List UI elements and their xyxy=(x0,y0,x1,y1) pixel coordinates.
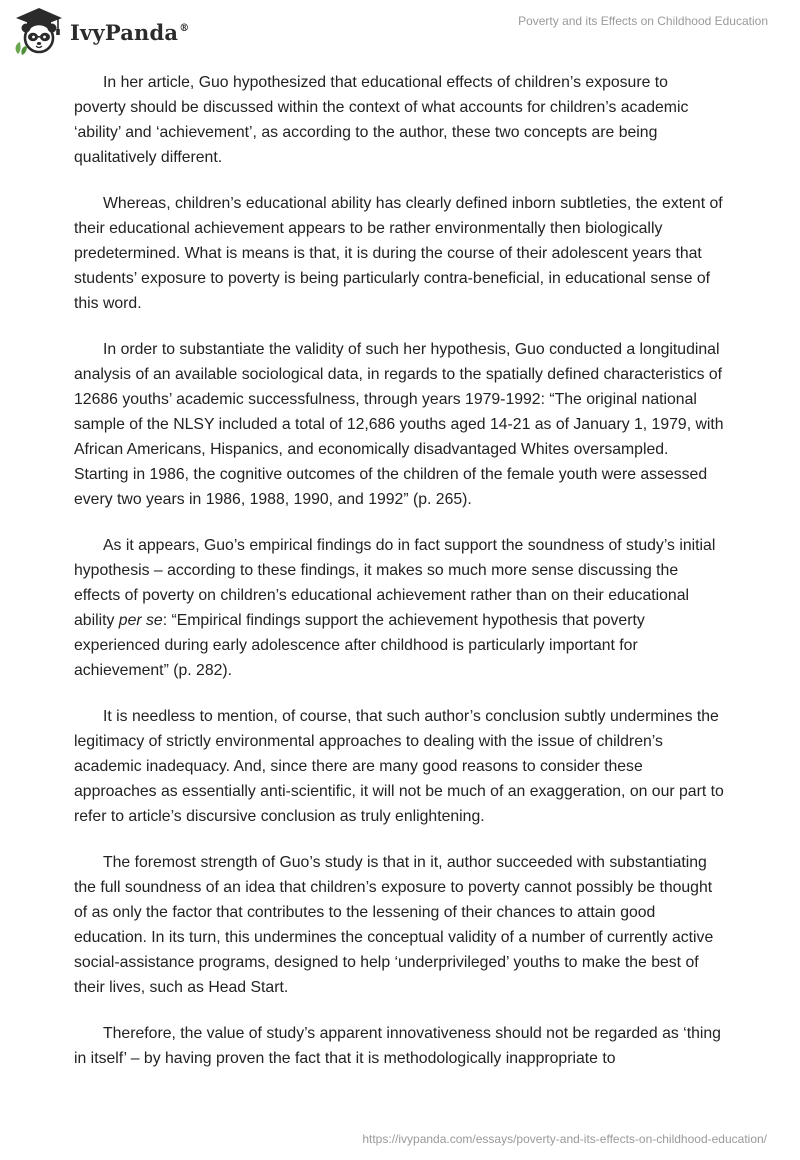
document-title: Poverty and its Effects on Childhood Education xyxy=(518,14,768,28)
paragraph: In order to substantiate the validity of such her hypothesis, Guo conducted a longitudinal analysis of an available sociological data, in regards to the spatially defined characteristics of 12686 youths’ academic successfulness, through years 1979-1992: “The original national sample of the NLSY included a total of 12,686 youths aged 14-21 as of January 1, 1979, with African Americans, Hispanics, and economically disadvantaged Whites oversampled. Starting in 1986, the cognitive outcomes of the children of the female youth were assessed every two years in 1986, 1988, 1990, and 1992” (p. 265). xyxy=(74,341,724,508)
brand-logo[interactable] xyxy=(12,6,189,56)
emphasis-text: per se xyxy=(118,612,163,629)
paragraph-text: As it appears, Guo’s empirical findings do in fact support the soundness of study’s initial hypothesis – according to these findings, it makes so much more sense discussing the effects of poverty on children’s educational achievement rather than on their educational ability xyxy=(74,537,716,629)
brand-name: IvyPanda® xyxy=(70,19,190,45)
paragraph: Therefore, the value of study’s apparent innovativeness should not be regarded as ‘thing in itself’ – by having proven the fact that it is methodologically inappropriate to xyxy=(74,1025,721,1067)
essay-body xyxy=(74,70,724,1092)
paragraph: It is needless to mention, of course, that such author’s conclusion subtly undermines the legitimacy of strictly environmental approaches to dealing with the issue of children’s academic inadequacy. And, since there are many good reasons to consider these approaches as essentially anti-scientific, it will not be much of an exaggeration, on our part to refer to article’s discursive conclusion as truly enlightening. xyxy=(74,708,724,825)
paragraph: Whereas, children’s educational ability has clearly defined inborn subtleties, the extent of their educational achievement appears to be rather environmentally then biologically predetermined. What is means is that, it is during the course of their adolescent years that students’ exposure to poverty is being particularly contra-beneficial, in educational sense of this word. xyxy=(74,195,723,312)
panda-graduate-icon xyxy=(12,6,66,56)
paragraph: The foremost strength of Guo’s study is that in it, author succeeded with substantiating the full soundness of an idea that children’s exposure to poverty cannot possibly be thought of as only the factor that contributes to the lessening of their chances to attain good education. In its turn, this undermines the conceptual validity of a number of currently active social-assistance programs, designed to help ‘underprivileged’ youths to make the best of their lives, such as Head Start. xyxy=(74,854,714,996)
paragraph: In her article, Guo hypothesized that educational effects of children’s exposure to poverty should be discussed within the context of what accounts for children’s academic ‘ability’ and ‘achievement’, as according to the author, these two concepts are being qualitatively different. xyxy=(74,74,689,166)
paragraph xyxy=(74,533,724,683)
registered-mark: ® xyxy=(179,22,190,34)
page-header xyxy=(0,0,800,60)
paragraph-text: : “Empirical findings support the achievement hypothesis that poverty experienced during early adolescence after childhood is particularly important for achievement” (p. 282). xyxy=(74,612,645,679)
source-url[interactable]: https://ivypanda.com/essays/poverty-and-its-effects-on-childhood-education/ xyxy=(362,1132,767,1146)
